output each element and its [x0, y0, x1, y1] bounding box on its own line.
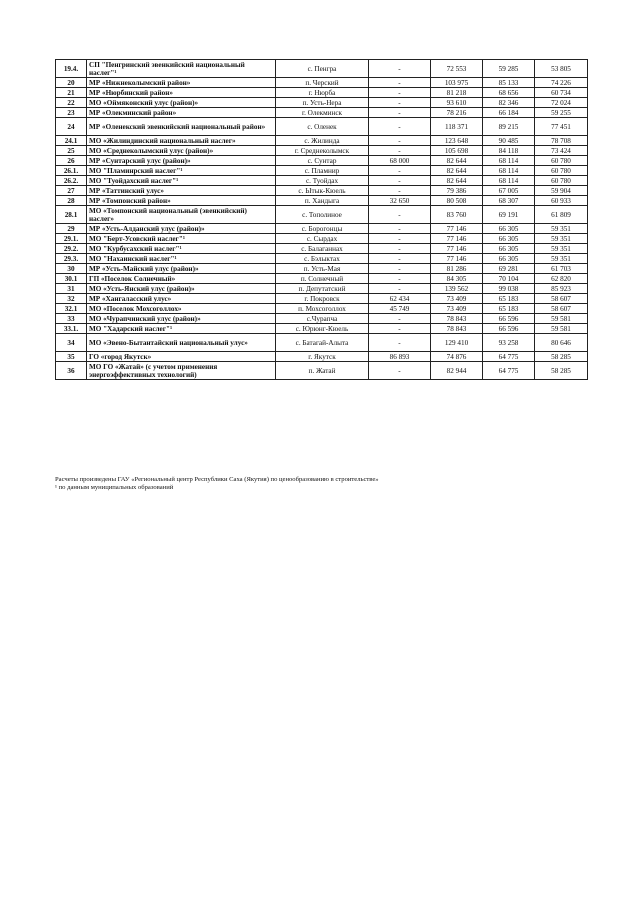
municipality-name: МР «Оленекский эвенкийский национальный район»: [87, 118, 276, 136]
value-col-1: -: [369, 254, 431, 264]
value-col-2: 78 843: [431, 314, 483, 324]
table-row: [56, 244, 588, 254]
value-col-2: 77 146: [431, 224, 483, 234]
row-number: 29.3.: [56, 254, 87, 264]
table-row: [56, 324, 588, 334]
row-number: 26: [56, 156, 87, 166]
municipality-name: ГП «Поселок Солнечный»: [87, 274, 276, 284]
municipality-name: МО «Поселок Мохсоголлох»: [87, 304, 276, 314]
settlement: с. Сырдах: [276, 234, 369, 244]
table-row: [56, 78, 588, 88]
value-col-1: -: [369, 224, 431, 234]
municipality-name: МО "Пламинрский наслег"¹: [87, 166, 276, 176]
row-number: 23: [56, 108, 87, 118]
value-col-3: 66 305: [483, 234, 535, 244]
value-col-3: 99 038: [483, 284, 535, 294]
value-col-4: 78 708: [535, 136, 588, 146]
table-row: [56, 136, 588, 146]
row-number: 29.1.: [56, 234, 87, 244]
table-row: [56, 234, 588, 244]
value-col-1: 62 434: [369, 294, 431, 304]
value-col-1: -: [369, 244, 431, 254]
settlement: п. Хандыга: [276, 196, 369, 206]
municipality-name: МО "Курбусахский наслег"¹: [87, 244, 276, 254]
footnote-municipal-data: ¹ по данным муниципальных образований: [55, 484, 174, 491]
document-table: [55, 59, 588, 380]
table-row: [56, 108, 588, 118]
value-col-4: 58 285: [535, 352, 588, 362]
footnote-source: Расчеты произведены ГАУ «Региональный центр Республики Саха (Якутия) по ценообразованию в строительстве»: [55, 476, 379, 483]
settlement: п. Депутатский: [276, 284, 369, 294]
settlement: с. Пенгра: [276, 60, 369, 78]
table-row: [56, 224, 588, 234]
value-col-2: 84 305: [431, 274, 483, 284]
table-row: [56, 284, 588, 294]
row-number: 24.1: [56, 136, 87, 146]
value-col-4: 58 607: [535, 294, 588, 304]
value-col-1: -: [369, 136, 431, 146]
value-col-4: 59 581: [535, 324, 588, 334]
settlement: п. Усть-Мая: [276, 264, 369, 274]
table-row: [56, 98, 588, 108]
settlement: г. Олекминск: [276, 108, 369, 118]
municipality-name: МР «Сунтарский улус (район)»: [87, 156, 276, 166]
settlement: с. Пламнир: [276, 166, 369, 176]
row-number: 36: [56, 362, 87, 380]
value-col-1: 45 749: [369, 304, 431, 314]
municipality-name: МО «Усть-Янский улус (район)»: [87, 284, 276, 294]
value-col-3: 64 775: [483, 362, 535, 380]
municipality-name: МО «Эвено-Бытантайский национальный улус»: [87, 334, 276, 352]
value-col-3: 68 307: [483, 196, 535, 206]
value-col-2: 78 843: [431, 324, 483, 334]
value-col-1: -: [369, 284, 431, 294]
value-col-1: -: [369, 108, 431, 118]
value-col-4: 62 820: [535, 274, 588, 284]
row-number: 26.1.: [56, 166, 87, 176]
value-col-1: -: [369, 324, 431, 334]
value-col-3: 66 305: [483, 254, 535, 264]
municipality-name: МО "Берт-Усовский наслег"¹: [87, 234, 276, 244]
value-col-4: 74 226: [535, 78, 588, 88]
municipality-name: МР «Томпонский район»: [87, 196, 276, 206]
row-number: 30: [56, 264, 87, 274]
municipality-name: МР «Олекминский район»: [87, 108, 276, 118]
table-row: [56, 274, 588, 284]
value-col-4: 61 703: [535, 264, 588, 274]
table-row: [56, 314, 588, 324]
value-col-1: -: [369, 362, 431, 380]
row-number: 29.2.: [56, 244, 87, 254]
municipality-name: ГО «город Якутск»: [87, 352, 276, 362]
value-col-1: -: [369, 314, 431, 324]
value-col-4: 60 734: [535, 88, 588, 98]
row-number: 19.4.: [56, 60, 87, 78]
table-row: [56, 264, 588, 274]
footnotes: [55, 476, 379, 492]
value-col-4: 59 255: [535, 108, 588, 118]
settlement: с. Юрюнг-Кюель: [276, 324, 369, 334]
settlement: с. Ытык-Кюель: [276, 186, 369, 196]
row-number: 24: [56, 118, 87, 136]
settlement: с. Оленек: [276, 118, 369, 136]
municipality-name: МО «Оймяконский улус (район)»: [87, 98, 276, 108]
value-col-2: 81 286: [431, 264, 483, 274]
value-col-1: -: [369, 334, 431, 352]
value-col-4: 60 780: [535, 156, 588, 166]
value-col-1: -: [369, 118, 431, 136]
value-col-4: 59 581: [535, 314, 588, 324]
value-col-3: 89 215: [483, 118, 535, 136]
value-col-1: -: [369, 60, 431, 78]
municipality-name: МР «Нижнеколымский район»: [87, 78, 276, 88]
row-number: 34: [56, 334, 87, 352]
value-col-3: 65 183: [483, 304, 535, 314]
value-col-2: 123 648: [431, 136, 483, 146]
settlement: п. Черский: [276, 78, 369, 88]
value-col-4: 72 024: [535, 98, 588, 108]
value-col-4: 58 607: [535, 304, 588, 314]
row-number: 25: [56, 146, 87, 156]
value-col-2: 81 218: [431, 88, 483, 98]
value-col-4: 61 809: [535, 206, 588, 224]
value-col-3: 66 184: [483, 108, 535, 118]
value-col-2: 93 610: [431, 98, 483, 108]
settlement: с.Чурапча: [276, 314, 369, 324]
value-col-2: 105 698: [431, 146, 483, 156]
value-col-2: 129 410: [431, 334, 483, 352]
value-col-2: 77 146: [431, 234, 483, 244]
value-col-3: 70 104: [483, 274, 535, 284]
value-col-3: 93 258: [483, 334, 535, 352]
row-number: 22: [56, 98, 87, 108]
value-col-1: -: [369, 186, 431, 196]
table-body: [56, 60, 588, 380]
value-col-3: 67 005: [483, 186, 535, 196]
value-col-2: 82 644: [431, 176, 483, 186]
table-row: [56, 334, 588, 352]
row-number: 33: [56, 314, 87, 324]
table-row: [56, 206, 588, 224]
value-col-2: 73 409: [431, 294, 483, 304]
row-number: 33.1.: [56, 324, 87, 334]
settlement: с. Борогонцы: [276, 224, 369, 234]
municipality-name: СП "Пенгринский эвенкийский национальный наслег"¹: [87, 60, 276, 78]
value-col-2: 82 944: [431, 362, 483, 380]
table-row: [56, 196, 588, 206]
value-col-4: 80 646: [535, 334, 588, 352]
value-col-1: 86 893: [369, 352, 431, 362]
value-col-2: 80 508: [431, 196, 483, 206]
value-col-1: -: [369, 146, 431, 156]
value-col-1: -: [369, 166, 431, 176]
table-row: [56, 156, 588, 166]
municipality-name: МО "Туойдахский наслег"¹: [87, 176, 276, 186]
table-row: [56, 362, 588, 380]
table-row: [56, 304, 588, 314]
value-col-3: 85 133: [483, 78, 535, 88]
value-col-4: 77 451: [535, 118, 588, 136]
table-row: [56, 166, 588, 176]
value-col-3: 69 281: [483, 264, 535, 274]
municipality-name: МО «Томпонский национальный (эвенкийский) наслег»: [87, 206, 276, 224]
settlement: с. Жилинда: [276, 136, 369, 146]
row-number: 35: [56, 352, 87, 362]
row-number: 30.1: [56, 274, 87, 284]
value-col-4: 59 351: [535, 234, 588, 244]
value-col-2: 83 760: [431, 206, 483, 224]
value-col-3: 65 183: [483, 294, 535, 304]
value-col-2: 78 216: [431, 108, 483, 118]
settlement: г. Среднеколымск: [276, 146, 369, 156]
settlement: с. Батагай-Алыта: [276, 334, 369, 352]
value-col-4: 73 424: [535, 146, 588, 156]
value-col-2: 72 553: [431, 60, 483, 78]
settlement: с. Тополиное: [276, 206, 369, 224]
value-col-3: 68 114: [483, 166, 535, 176]
value-col-2: 118 371: [431, 118, 483, 136]
value-col-3: 69 191: [483, 206, 535, 224]
row-number: 26.2.: [56, 176, 87, 186]
municipality-name: МР «Усть-Алданский улус (район)»: [87, 224, 276, 234]
municipality-name: МР «Усть-Майский улус (район)»: [87, 264, 276, 274]
value-col-4: 85 923: [535, 284, 588, 294]
settlement: с. Туойдах: [276, 176, 369, 186]
value-col-3: 90 485: [483, 136, 535, 146]
value-col-1: 32 650: [369, 196, 431, 206]
table-row: [56, 88, 588, 98]
value-col-3: 64 775: [483, 352, 535, 362]
value-col-4: 60 780: [535, 176, 588, 186]
value-col-2: 82 644: [431, 156, 483, 166]
municipality-name: МР «Нюрбинский район»: [87, 88, 276, 98]
value-col-3: 66 305: [483, 224, 535, 234]
value-col-3: 68 114: [483, 176, 535, 186]
row-number: 28.1: [56, 206, 87, 224]
settlement: с. Балаганнах: [276, 244, 369, 254]
row-number: 21: [56, 88, 87, 98]
value-col-2: 139 562: [431, 284, 483, 294]
table-row: [56, 118, 588, 136]
value-col-3: 66 305: [483, 244, 535, 254]
settlement: п. Мохсоголлох: [276, 304, 369, 314]
table-row: [56, 254, 588, 264]
value-col-3: 84 118: [483, 146, 535, 156]
value-col-4: 60 933: [535, 196, 588, 206]
value-col-3: 66 596: [483, 314, 535, 324]
value-col-2: 74 876: [431, 352, 483, 362]
value-col-3: 66 596: [483, 324, 535, 334]
row-number: 20: [56, 78, 87, 88]
settlement: п. Жатай: [276, 362, 369, 380]
table-row: [56, 176, 588, 186]
municipality-name: МО "Нахаинский наслег"¹: [87, 254, 276, 264]
settlement: п. Солнечный: [276, 274, 369, 284]
value-col-4: 59 351: [535, 224, 588, 234]
municipality-name: МО «Чурапчинский улус (район)»: [87, 314, 276, 324]
table-row: [56, 294, 588, 304]
row-number: 32.1: [56, 304, 87, 314]
value-col-3: 82 346: [483, 98, 535, 108]
row-number: 28: [56, 196, 87, 206]
table-row: [56, 186, 588, 196]
value-col-4: 59 351: [535, 244, 588, 254]
municipality-name: МО «Среднеколымский улус (район)»: [87, 146, 276, 156]
value-col-3: 59 285: [483, 60, 535, 78]
value-col-1: -: [369, 274, 431, 284]
value-col-1: -: [369, 176, 431, 186]
settlement: г. Нюрба: [276, 88, 369, 98]
value-col-1: -: [369, 88, 431, 98]
value-col-1: -: [369, 264, 431, 274]
table-row: [56, 352, 588, 362]
settlement: г. Покровск: [276, 294, 369, 304]
value-col-4: 60 780: [535, 166, 588, 176]
municipality-name: МО "Хадарский наслег"¹: [87, 324, 276, 334]
value-col-2: 103 975: [431, 78, 483, 88]
row-number: 32: [56, 294, 87, 304]
value-col-2: 77 146: [431, 244, 483, 254]
settlement: с. Сунтар: [276, 156, 369, 166]
value-col-3: 68 114: [483, 156, 535, 166]
value-col-2: 77 146: [431, 254, 483, 264]
row-number: 31: [56, 284, 87, 294]
municipality-name: МО «Жилиндинский национальный наслег»: [87, 136, 276, 146]
settlement: п. Усть-Нера: [276, 98, 369, 108]
value-col-2: 73 409: [431, 304, 483, 314]
value-col-1: 68 000: [369, 156, 431, 166]
municipality-name: МО ГО «Жатай» (с учетом применения энергоэффективных технологий): [87, 362, 276, 380]
value-col-4: 53 805: [535, 60, 588, 78]
value-col-1: -: [369, 98, 431, 108]
settlement: с. Бэлыктах: [276, 254, 369, 264]
value-col-1: -: [369, 234, 431, 244]
table-row: [56, 60, 588, 78]
value-col-2: 82 644: [431, 166, 483, 176]
value-col-1: -: [369, 206, 431, 224]
table-row: [56, 146, 588, 156]
value-col-3: 68 656: [483, 88, 535, 98]
value-col-4: 59 351: [535, 254, 588, 264]
settlement: г. Якутск: [276, 352, 369, 362]
municipality-name: МР «Хангаласский улус»: [87, 294, 276, 304]
value-col-1: -: [369, 78, 431, 88]
row-number: 27: [56, 186, 87, 196]
value-col-4: 58 285: [535, 362, 588, 380]
row-number: 29: [56, 224, 87, 234]
value-col-2: 79 386: [431, 186, 483, 196]
value-col-4: 59 904: [535, 186, 588, 196]
municipality-name: МР «Таттинский улус»: [87, 186, 276, 196]
